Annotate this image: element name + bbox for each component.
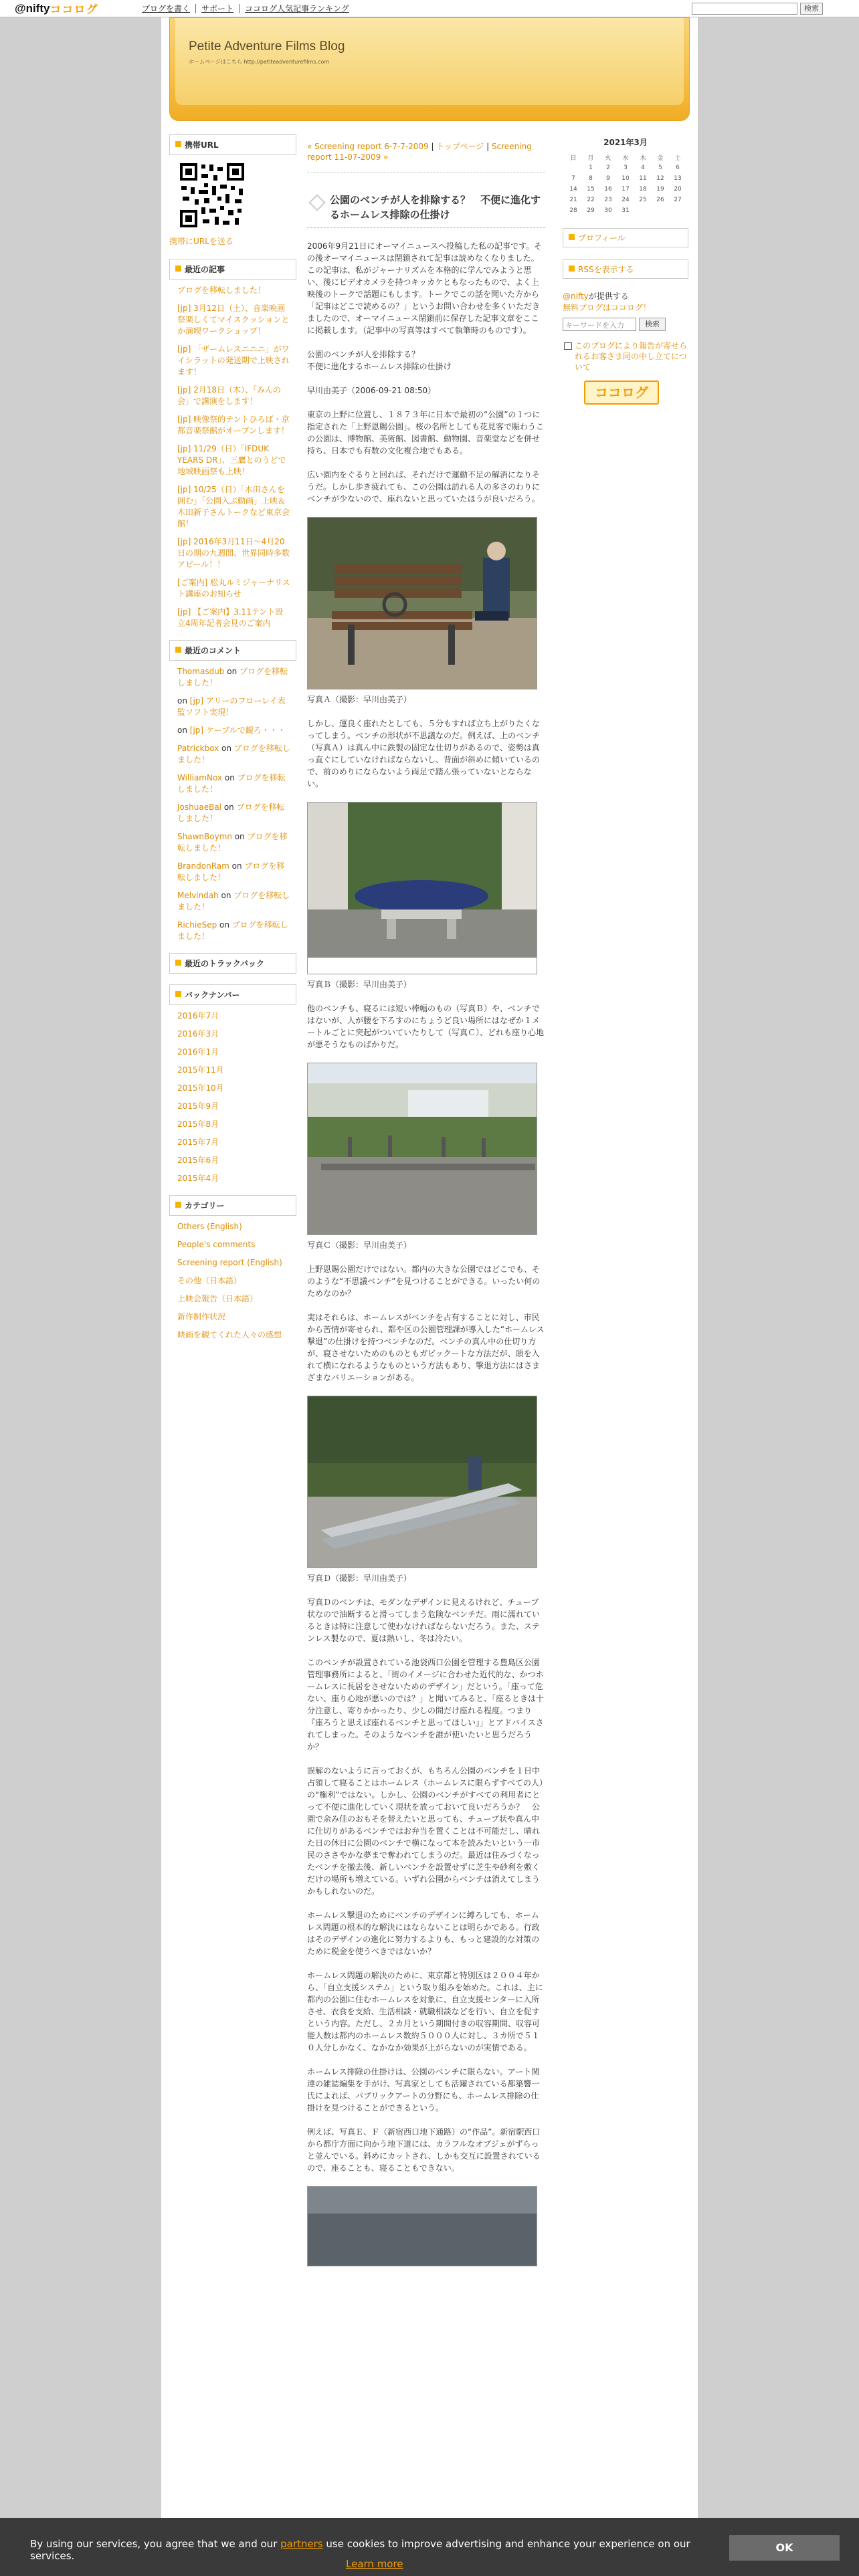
backnumber-link[interactable]: 2015年9月 (177, 1101, 219, 1111)
comment-author[interactable]: Patrickbox (177, 744, 219, 753)
right-sidebar (563, 136, 688, 405)
entry-navigation: « Screening report 6-7-7-2009 | トップページ | Screening report 11-07-2009 » (307, 141, 545, 173)
top-link-write[interactable]: ブログを書く (142, 3, 191, 13)
blog-header (169, 17, 690, 121)
entry-paragraph: しかし、運良く座れたとしても、５分もすれば立ち上がりたくなってしまう。ベンチの形状が不思議なのだ。例えば、上のベンチ（写真Ａ）は真ん中に鉄製の固定な仕切りがあるので、姿勢は真っ直ぐにしていなければならないし、背面が斜めに傾いているので、前のめりにならないよう両足で踏ん張っていないとならない。 (307, 719, 541, 788)
calendar-date: 27 (674, 197, 682, 203)
calendar-date: 13 (674, 175, 682, 182)
photo-caption: 写真Ａ（撮影：早川由美子） (307, 695, 412, 704)
calendar-date: 4 (641, 165, 645, 171)
category-link[interactable]: 上映会報告（日本語） (177, 1294, 258, 1303)
calendar-date: 9 (606, 175, 610, 182)
recent-post-link[interactable]: [jp] 2月18日（木）、「みんの会」で講演をします！ (177, 385, 282, 406)
comment-item: Melvindah on ブログを移転しました！ (177, 891, 290, 911)
entry-paragraph: ホームレス問題の解決のために、東京都と特別区は２００４年から、「自立支援システム」という取り組みを始めた。これは、主に都内の公園に住むホームレスを対象に、自立支援センターに入所させ、衣食を支給、生活相談・就職相談などを行い、自立を促すという内容。ただし、２カ月という期間付きの収容期間、収容可能人数は都内のホームレス数約５０００人に対し、３カ所で５１０人分しかなく、なかなか効果が上がらないのが実情である。 (307, 1971, 543, 2052)
qr-code (177, 160, 247, 230)
comment-item: ShawnBoymn on ブログを移転しました！ (177, 832, 288, 853)
comment-post-link[interactable]: ブログを移転しました！ (177, 744, 290, 764)
photo-caption: 写真Ｂ（撮影：早川由美子） (307, 980, 412, 989)
calendar-date: 10 (622, 175, 630, 182)
recent-posts-heading: 最近の記事 (169, 259, 296, 280)
comment-author[interactable]: RichieSep (177, 920, 217, 930)
entry-paragraph: 誤解のないように言っておくが、もちろん公園のベンチを１日中占領して寝ることはホームレス（ホームレスに限らずすべての人）の“権利”ではない。しかし、公園のベンチがすべての利用者にとって不便に進化していく現状を放っておいて良いだろうか？ 公園で余み佳のおもそを替えたいと思っても、チューブ状や真ん中に仕切りがあるベンチではお弁当を置くことは不可能だし、晴れた日の休日に公園のベンチで横になって本を読みたいという一市民のささやかな夢まで奪われてしまうのだ。最近は住みづくなったベンチを撤去後、新しいベンチを設置せずに芝生や砂利を敷くだけの場所も増えている。いずれ公園からベンチは消えてしまうかもしれないのだ。 (307, 1766, 544, 1896)
recent-comments-heading: 最近のコメント (169, 640, 296, 661)
comment-post-link[interactable]: ブログを移転しました！ (177, 920, 288, 941)
category-link[interactable]: People's comments (177, 1240, 256, 1249)
recent-post-link[interactable]: [jp] 【ご案内】3.11テント設立4周年記者会見のご案内 (177, 607, 284, 628)
top-search-button[interactable]: 検索 (800, 3, 823, 15)
backnumber-link[interactable]: 2015年6月 (177, 1156, 219, 1165)
comment-item: WilliamNox on ブログを移転しました！ (177, 773, 286, 794)
calendar-date: 2 (606, 165, 610, 171)
article-heading: 公園のベンチが人を排除する？ 不便に進化するホームレス排除の仕掛け (307, 350, 452, 371)
entry-title-block (307, 193, 545, 228)
top-page-link[interactable]: トップページ (436, 142, 484, 151)
comment-post-link[interactable]: ブログを移転しました！ (177, 861, 285, 882)
calendar-date: 8 (589, 175, 593, 182)
category-link[interactable]: 映画を観てくれた人々の感想 (177, 1330, 282, 1339)
comment-author[interactable]: JoshuaeBal (177, 802, 221, 812)
prev-entry-link[interactable]: « Screening report 6-7-7-2009 (307, 142, 429, 151)
category-link[interactable]: Screening report (English) (177, 1258, 282, 1267)
backnumber-link[interactable]: 2015年8月 (177, 1119, 219, 1129)
entry-paragraph: ホームレス撃退のためにベンチのデザインに縛ろしても、ホームレス問題の根本的な解決にはならないことは明らかである。行政はそのデザインの進化に努力するよりも、もっと建設的な対策のために税金を使うべきではないか？ (307, 1911, 540, 1956)
cookie-ok-button[interactable]: OK (729, 2535, 840, 2561)
category-link[interactable]: Others (English) (177, 1222, 242, 1231)
entry-title-icon (308, 194, 325, 211)
calendar-day-header: 木 (640, 154, 646, 162)
recent-post-link[interactable]: [jp] 2016年3月11日〜4月20日の期の九週間、世界同時多数アピール！！ (177, 537, 290, 569)
comment-author[interactable]: WilliamNox (177, 773, 223, 782)
calendar-date (634, 205, 652, 216)
comment-item: BrandonRam on ブログを移転しました！ (177, 861, 285, 882)
calendar-date: 11 (639, 175, 647, 182)
free-blog-link[interactable]: 無料ブログはココログ！ (563, 303, 652, 312)
top-links (142, 4, 355, 13)
category-heading: カテゴリー (169, 1195, 296, 1216)
calendar-table (565, 152, 686, 216)
article-byline: 早川由美子（2006-09-21 08:50） (307, 386, 436, 395)
comment-author[interactable]: ShawnBoymn (177, 832, 232, 841)
photo-a-bench[interactable] (307, 517, 537, 689)
comment-item: RichieSep on ブログを移転しました！ (177, 920, 288, 941)
calendar-date: 3 (624, 165, 628, 171)
photo-c-park[interactable] (307, 1063, 537, 1235)
top-link-support[interactable]: サポート (195, 4, 239, 13)
backnumber-link[interactable]: 2016年7月 (177, 1011, 219, 1021)
left-sidebar (169, 134, 296, 1352)
calendar-date: 16 (604, 186, 612, 193)
calendar-date: 6 (676, 165, 680, 171)
calendar-day-header: 火 (605, 154, 611, 162)
calendar-date: 18 (639, 186, 647, 193)
calendar-title: 2021年3月 (603, 138, 648, 147)
photo-caption: 写真Ｄ（撮影：早川由美子） (307, 1574, 412, 1583)
entry-paragraph: 例えば、写真Ｅ、Ｆ（新宿西口地下通路）の“作品”。新宿駅西口から都庁方面に向かう地下道には、カラフルなオブジェがずらっと並んでいる。斜めにカットされ、しかも交互に設置されているので、座ることも、寝ることもできない。 (307, 2127, 541, 2173)
calendar-day-header: 水 (622, 154, 629, 162)
entry-paragraph: 写真Ｄのベンチは、モダンなデザインに見えるけれど、チューブ状なので油断すると滑ってしまう危険なベンチだ。雨に濡れているときは特に注意して使わなければならないだろう。また、ステンレス製なので、夏は熱いし、冬は冷たい。 (307, 1598, 541, 1643)
calendar-date: 31 (622, 207, 630, 214)
recent-post-link[interactable]: ブログを移転しました！ (177, 286, 266, 295)
entry-paragraph: 広い園内をぐるりと回れば、それだけで運動不足の解消になりそうだ。しかし歩き疲れても、この公園は訪れる人の多さのわりにベンチが少ないので、座れないと思っていたほうが良いだろう。 (307, 470, 541, 504)
calendar-date: 19 (656, 186, 664, 193)
calendar-day-header: 月 (587, 154, 594, 162)
cookie-text-a: By using our services, you agree that we and our (30, 2538, 278, 2550)
blog-page (161, 17, 698, 2576)
calendar-date: 22 (587, 197, 595, 203)
entry-paragraph: 実はそれらは、ホームレスがベンチを占有することに対し、市民から苦情が寄せられ、都や区の公園管理課が導入した“ホームレス撃退”の仕掛けを持つベンチなのだ。ベンチの真ん中の仕切り方が、寝させないためのものともガビックートな方法だが、頭を入れて横になれるようなものという方法もあり、撃退方法にはさまざまなバリエーションがある。 (307, 1313, 545, 1382)
entry-body (307, 240, 545, 2266)
calendar-date: 26 (656, 197, 664, 203)
backnumber-link[interactable]: 2015年4月 (177, 1174, 219, 1183)
entry-paragraph: 他のベンチも、寝るには短い棒幅のもの（写真Ｂ）や、ベンチではないが、人が腰を下ろすのにちょうど良い場所にはなぜか１メートルごとに突起がついていたりして（写真Ｃ）、どれも座り心地が悪そうなものばかりだ。 (307, 1004, 545, 1049)
cookie-banner (0, 2518, 859, 2576)
comment-item: Thomasdub on ブログを移転しました！ (177, 667, 288, 687)
comment-post-link[interactable]: ブログを移転しました！ (177, 832, 288, 853)
category-link[interactable]: その他（日本語） (177, 1276, 242, 1285)
main-content (307, 141, 545, 2266)
photo-d-tube-bench[interactable] (307, 1396, 537, 1568)
entry-title[interactable]: 公園のベンチが人を排除する？ 不便に進化するホームレス排除の仕掛け (330, 194, 541, 221)
calendar-date: 20 (674, 186, 682, 193)
logo-prefix: @nifty (15, 1, 50, 15)
comment-item: JoshuaeBal on ブログを移転しました！ (177, 802, 285, 823)
backnumber-heading: バックナンバー (169, 984, 296, 1005)
calendar-date: 5 (658, 165, 662, 171)
calendar-date: 17 (622, 186, 630, 193)
report-link[interactable]: このブログにより報告が寄せられるお客さま同の中し立てについて (563, 340, 688, 372)
trackbacks-heading: 最近のトラックバック (169, 953, 296, 974)
calendar-date: 23 (604, 197, 612, 203)
backnumber-link[interactable]: 2016年3月 (177, 1029, 219, 1039)
cookie-text-b: use cookies to improve advertising and enhance your experience on our services. (30, 2538, 690, 2562)
send-mobile-url-link[interactable]: 携帯にURLを送る (169, 237, 233, 246)
calendar-date: 29 (587, 207, 595, 214)
top-search-input[interactable] (692, 3, 797, 15)
calendar-date: 14 (569, 186, 577, 193)
calendar-date: 15 (587, 186, 595, 193)
entry-paragraph: ホームレス排除の仕掛けは、公園のベンチに限らない。アート関連の雑誌編集を手がけ、写真家としても活躍されている都築響一氏によれば、パブリックアートの分野にも、ホームレス排除の仕掛けを見つけることができるという。 (307, 2067, 540, 2113)
comment-author[interactable]: BrandonRam (177, 861, 229, 871)
recent-post-link[interactable]: [ご案内] 松丸ルミジャーナリスト講座のお知らせ (177, 578, 290, 599)
photo-e-underpass[interactable] (307, 2186, 537, 2266)
calendar-date: 24 (622, 197, 630, 203)
provider-suffix: が提供する (588, 292, 629, 301)
calendar-date: 25 (639, 197, 647, 203)
calendar-day-header: 土 (674, 154, 681, 162)
calendar-date: 12 (656, 175, 664, 182)
comment-author[interactable]: Thomasdub (177, 667, 225, 676)
blog-title[interactable]: Petite Adventure Films Blog (189, 39, 345, 53)
calendar-date: 30 (604, 207, 612, 214)
entry-paragraph: 東京の上野に位置し、１８７３年に日本で最初の“公園”の１つに指定された「上野恩賜公園」。桜の名所としても花見客で賑わうこの公園は、博物館、美術館、図書館、動物園、音楽堂などを併せ持ち、日本でも有数の文化複合地でもある。 (307, 410, 545, 455)
calendar-date: 28 (569, 207, 577, 214)
comment-item: on [jp] ケーブルで観ろ・・・ (177, 726, 286, 735)
calendar-day-header: 日 (570, 154, 577, 162)
calendar (565, 136, 686, 216)
backnumber-link[interactable]: 2015年7月 (177, 1138, 219, 1147)
recent-post-link[interactable]: [jp] 「ザームレスニニニ」がワイシラットの発送期で上映されます！ (177, 344, 290, 377)
entry-paragraph: このベンチが設置されている池袋西口公園を管理する豊島区公園管理事務所によると、「街のイメージに合わせた近代的な、かつホームレスに長居をさせないためのデザイン」だという。「座って危ない、座り心地が悪いのでは？」と聞いてみると、「座るときは十分注意し、寄りかかったり、少しの間だけ座れる程度。つまり『座ろうと思えば座れるベンチと思ってほしい』」とアドバイスされてしまった。そのようなベンチを誰が使いたいと思うだろうか？ (307, 1658, 545, 1751)
top-bar (0, 0, 859, 17)
comment-post-link[interactable]: ブログを移転しました！ (177, 891, 290, 911)
comment-post-link[interactable]: ブログを移転しました！ (177, 802, 285, 823)
comment-item: on [jp] アリーのフローレイ表監ソフト実現！ (177, 696, 286, 717)
next-entry-link[interactable]: Screening report 11-07-2009 » (307, 142, 532, 162)
mobile-url-heading: 携帯URL (169, 134, 296, 155)
recent-post-link[interactable]: [jp] 映像祭的テントひろば・京都音楽祭館がオープンします！ (177, 415, 290, 435)
provider-text (563, 291, 688, 314)
entry-paragraph: 上野恩賜公園だけではない。都内の大きな公園ではどこでも、そのような“不思議ベンチ”を見つけることができる。いったい何のためなのか？ (307, 1265, 541, 1298)
backnumber-link[interactable]: 2015年10月 (177, 1083, 224, 1093)
cookie-partners-link[interactable]: partners (280, 2538, 323, 2550)
keyword-input[interactable]: キーワードを入力 (563, 318, 636, 331)
top-link-ranking[interactable]: ココログ人気記事ランキング (239, 4, 355, 13)
recent-post-link[interactable]: [jp] 10/25（日）「木田さんを囲む」「公園入ぶ動画」上映＆木田新子さんトークなど東京会館！ (177, 485, 290, 528)
calendar-date: 1 (589, 165, 593, 171)
backnumber-link[interactable]: 2015年11月 (177, 1065, 224, 1075)
calendar-date (565, 163, 582, 173)
cookie-learn-more-link[interactable]: Learn more (346, 2558, 403, 2570)
profile-link[interactable]: プロフィール (563, 228, 688, 247)
nifty-cocolog-logo[interactable] (0, 0, 127, 17)
recent-post-link[interactable]: [jp] 3月12日（土）、音楽映画祭楽しくてマイスクッションとか満喫ワークショップ！ (177, 304, 290, 336)
logo-brand: ココログ (50, 3, 98, 16)
calendar-date (669, 205, 686, 216)
calendar-date (652, 205, 669, 216)
photo-b-bench[interactable] (307, 802, 537, 974)
photo-caption: 写真Ｃ（撮影：早川由美子） (307, 1241, 412, 1250)
comment-post-link[interactable]: [jp] ケーブルで観ろ・・・ (189, 726, 286, 735)
comment-item: Patrickbox on ブログを移転しました！ (177, 744, 290, 764)
calendar-day-header: 金 (657, 154, 664, 162)
recent-post-link[interactable]: [jp] 11/29（日）「IFDUK YEARS DR」、三鷹とのうどで地域映画祭も上映！ (177, 444, 286, 476)
comment-author[interactable]: Melvindah (177, 891, 219, 900)
entry-paragraph: 2006年9月21日にオーマイニュースへ投稿した私の記事です。その後オーマイニュースは閉鎖されて記事は読めなくなりました。この記事は、私がジャーナリズムを本格的に学んでみようと思い、後にビデオカメラを持つキッカケともなったもので、よく上映後のトークで話題にもします。トークでこの話を聞いた方から「記事はどこで読めるの？」というお問い合わせを多くいただきましたので、オーマイニュース閉鎖前に保存した記事文章をここに掲載します。（記事中の写真等はすべて執筆時のものです）。 (307, 241, 543, 335)
category-link[interactable]: 新作制作状況 (177, 1312, 226, 1321)
calendar-date: 21 (569, 197, 577, 203)
comment-post-link[interactable]: [jp] アリーのフローレイ表監ソフト実現！ (177, 696, 286, 717)
comment-post-link[interactable]: ブログを移転しました！ (177, 667, 288, 687)
rss-link[interactable]: RSSを表示する (563, 259, 688, 279)
cocolog-badge[interactable]: ココログ (584, 381, 659, 405)
keyword-search-button[interactable]: 検索 (639, 318, 666, 331)
backnumber-link[interactable]: 2016年1月 (177, 1047, 219, 1057)
comment-post-link[interactable]: ブログを移転しました！ (177, 773, 286, 794)
calendar-date: 7 (571, 175, 575, 182)
blog-subtitle: ホームページはこちら http://petiteadventurefilms.com (189, 59, 330, 65)
nifty-link[interactable]: @nifty (563, 292, 589, 301)
blog-search (563, 318, 688, 331)
